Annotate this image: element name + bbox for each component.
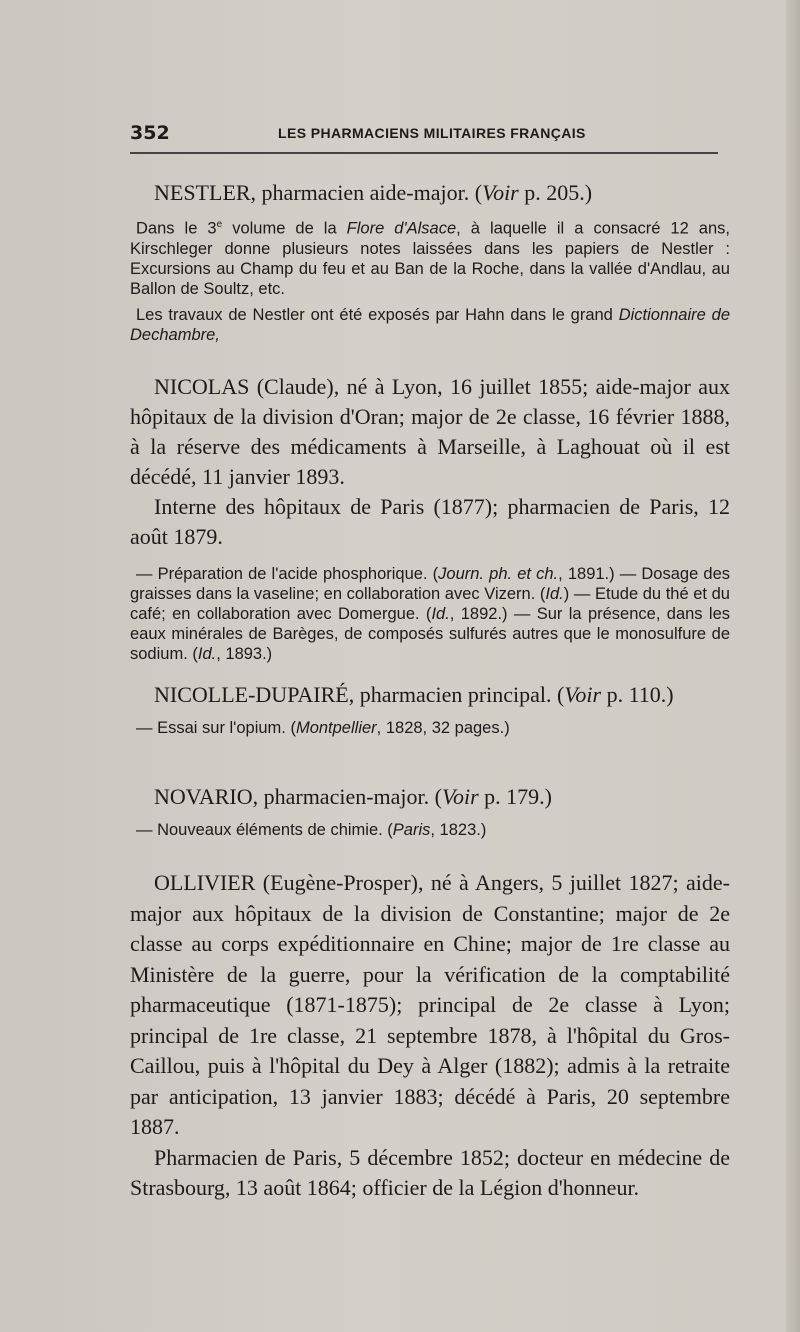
entry-heading: NICOLLE-DUPAIRÉ, pharmacien principal. (Voir p. 110.) <box>154 682 674 707</box>
entry-nicolle-dupaire <box>130 680 730 738</box>
entry-heading: NESTLER, pharmacien aide-major. (Voir p. 205.) <box>154 180 593 205</box>
entry-novario <box>130 782 730 840</box>
entry-heading: NOVARIO, pharmacien-major. (Voir p. 179.) <box>154 784 552 809</box>
entry-works: — Essai sur l'opium. (Montpellier, 1828, 32 pages.) <box>136 719 510 737</box>
entry-biography: NICOLAS (Claude), né à Lyon, 16 juillet 1855; aide-major aux hôpitaux de la division d'Oran; major de 2e classe, 16 février 1888, à la réserve des médicaments à Marseille, à Laghouat où il est décédé, 11 janvier 1893. <box>130 374 730 489</box>
entry-nicolas <box>130 372 730 664</box>
entry-ollivier <box>130 868 730 1204</box>
page-edge <box>786 0 800 1332</box>
header-rule <box>130 152 718 154</box>
entry-works: — Préparation de l'acide phosphorique. (Journ. ph. et ch., 1891.) — Dosage des graisses dans la vaseline; en collaboration avec Vizern. (Id.) — Etude du thé et du café; en collaboration avec Domergue. (Id., 1892.) — Sur la présence, dans les eaux minérales de Barèges, de composés sulfurés autres que le monosulfure de sodium. (Id., 1893.) <box>130 565 731 663</box>
entry-nestler <box>130 178 730 345</box>
entry-paragraph: Les travaux de Nestler ont été exposés par Hahn dans le grand Dictionnaire de Dechambre, <box>130 305 730 344</box>
entry-works: — Nouveaux éléments de chimie. (Paris, 1823.) <box>136 821 487 839</box>
entry-biography: OLLIVIER (Eugène-Prosper), né à Angers, 5 juillet 1827; aide-major aux hôpitaux de la division de Constantine; major de 2e classe au corps expéditionnaire en Chine; major de 1re classe au Ministère de la guerre, pour la vérification de la comptabilité pharmaceutique (1871-1875); principal de 2e classe à Lyon; principal de 1re classe, 21 septembre 1878, à l'hôpital du Gros-Caillou, puis à l'hôpital du Dey à Alger (1882); admis à la retraite par anticipation, 13 janvier 1883; décédé à Paris, 20 septembre 1887. <box>130 870 730 1139</box>
page-number: 352 <box>130 122 170 144</box>
entry-biography-cont: Pharmacien de Paris, 5 décembre 1852; docteur en médecine de Strasbourg, 13 août 1864; officier de la Légion d'honneur. <box>130 1144 730 1200</box>
entry-biography-cont: Interne des hôpitaux de Paris (1877); pharmacien de Paris, 12 août 1879. <box>130 494 730 549</box>
page-header <box>130 122 730 144</box>
running-title: LES PHARMACIENS MILITAIRES FRANÇAIS <box>278 125 586 141</box>
entry-paragraph: Dans le 3e volume de la Flore d'Alsace, à laquelle il a consacré 12 ans, Kirschleger donne plusieurs notes laissées dans les papiers de Nestler : Excursions au Champ du feu et au Ban de la Roche, dans la vallée d'Andlau, au Ballon de Soultz, etc. <box>130 219 730 298</box>
